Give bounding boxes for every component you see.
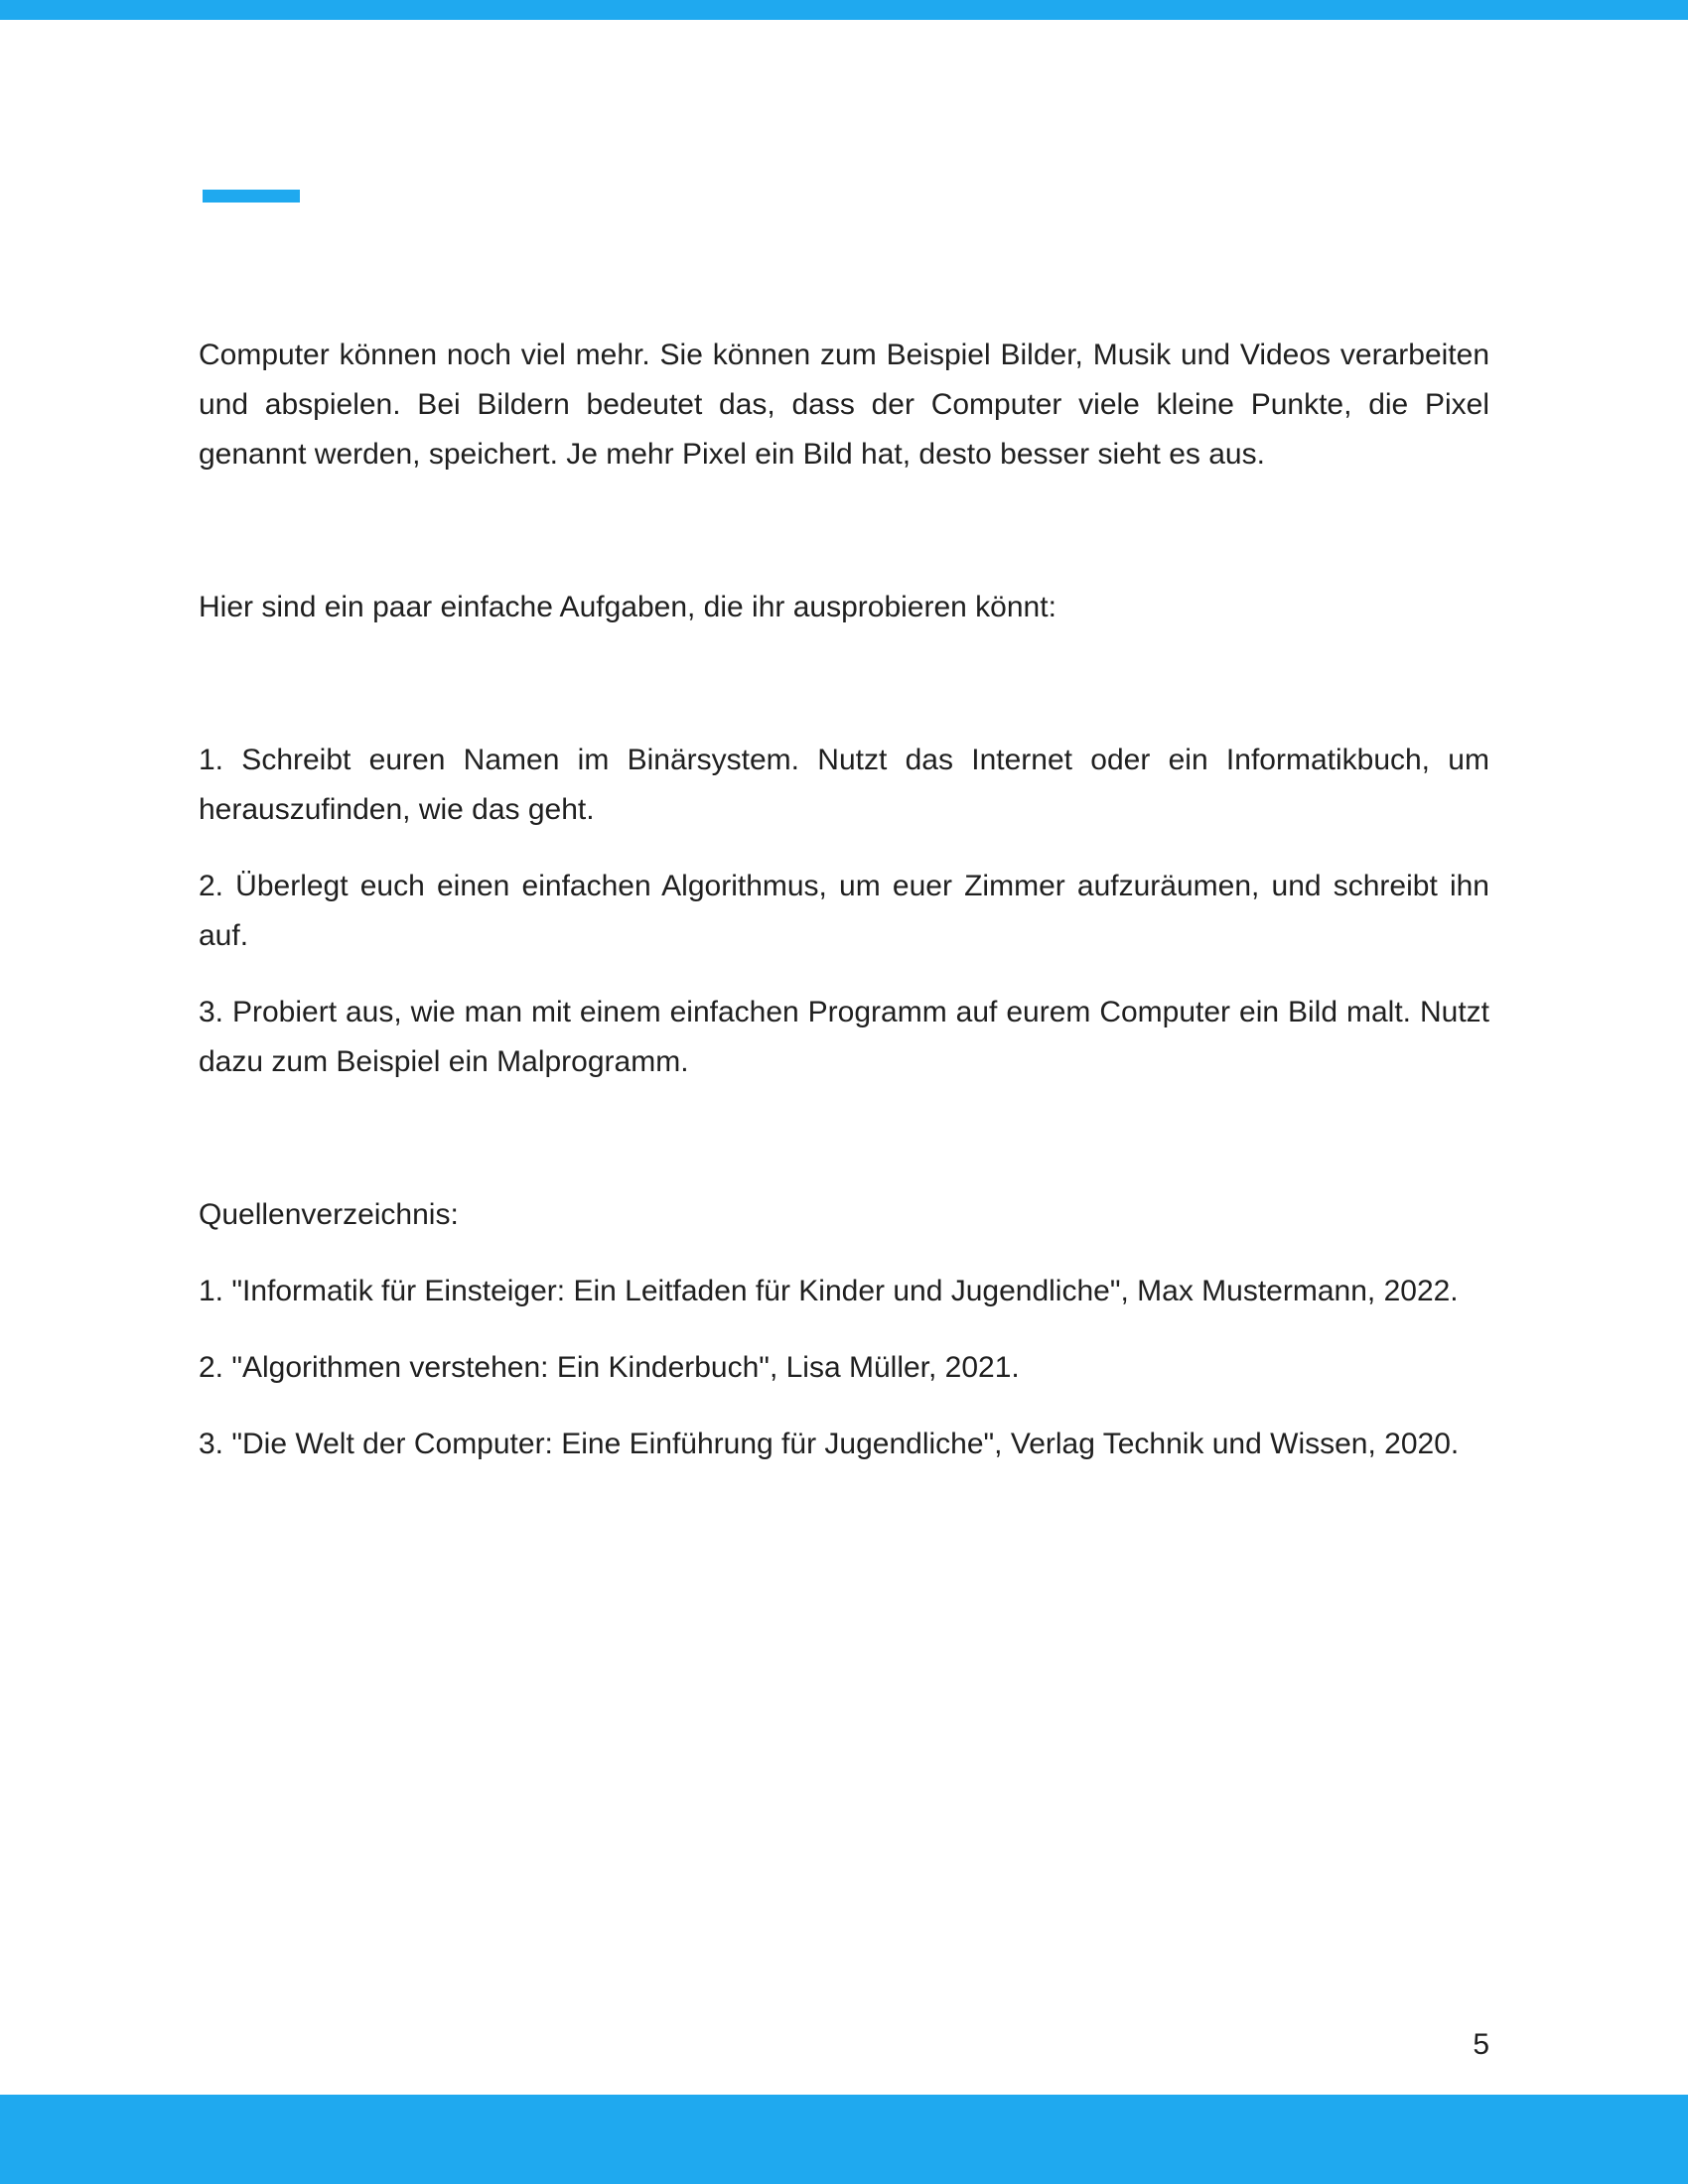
- tasks-lead-paragraph: Hier sind ein paar einfache Aufgaben, die ihr ausprobieren könnt:: [199, 591, 1056, 623]
- source-item: 2. "Algorithmen verstehen: Ein Kinderbuch", Lisa Müller, 2021.: [199, 1351, 1020, 1384]
- task-item: 3. Probiert aus, wie man mit einem einfachen Programm auf eurem Computer ein Bild malt. Nutzt dazu zum Beispiel ein Malprogramm.: [199, 996, 1489, 1078]
- task-item: 1. Schreibt euren Namen im Binärsystem. Nutzt das Internet oder ein Informatikbuch, um herauszufinden, wie das geht.: [199, 744, 1489, 826]
- intro-paragraph: Computer können noch viel mehr. Sie können zum Beispiel Bilder, Musik und Videos verarbeiten und abspielen. Bei Bildern bedeutet das, dass der Computer viele kleine Punkte, die Pixel genannt werden, speichert. Je mehr Pixel ein Bild hat, desto besser sieht es aus.: [199, 339, 1489, 471]
- sources-heading: Quellenverzeichnis:: [199, 1198, 459, 1231]
- page-number: 5: [1473, 2028, 1489, 2061]
- bottom-accent-bar: [0, 2095, 1688, 2184]
- task-item: 2. Überlegt euch einen einfachen Algorithmus, um euer Zimmer aufzuräumen, und schreibt ihn auf.: [199, 870, 1489, 952]
- top-accent-bar: [0, 0, 1688, 20]
- page-content: [199, 331, 1489, 1496]
- source-item: 3. "Die Welt der Computer: Eine Einführung für Jugendliche", Verlag Technik und Wissen, 2020.: [199, 1428, 1460, 1460]
- section-accent-dash: [203, 190, 300, 203]
- source-item: 1. "Informatik für Einsteiger: Ein Leitfaden für Kinder und Jugendliche", Max Mustermann, 2022.: [199, 1275, 1459, 1307]
